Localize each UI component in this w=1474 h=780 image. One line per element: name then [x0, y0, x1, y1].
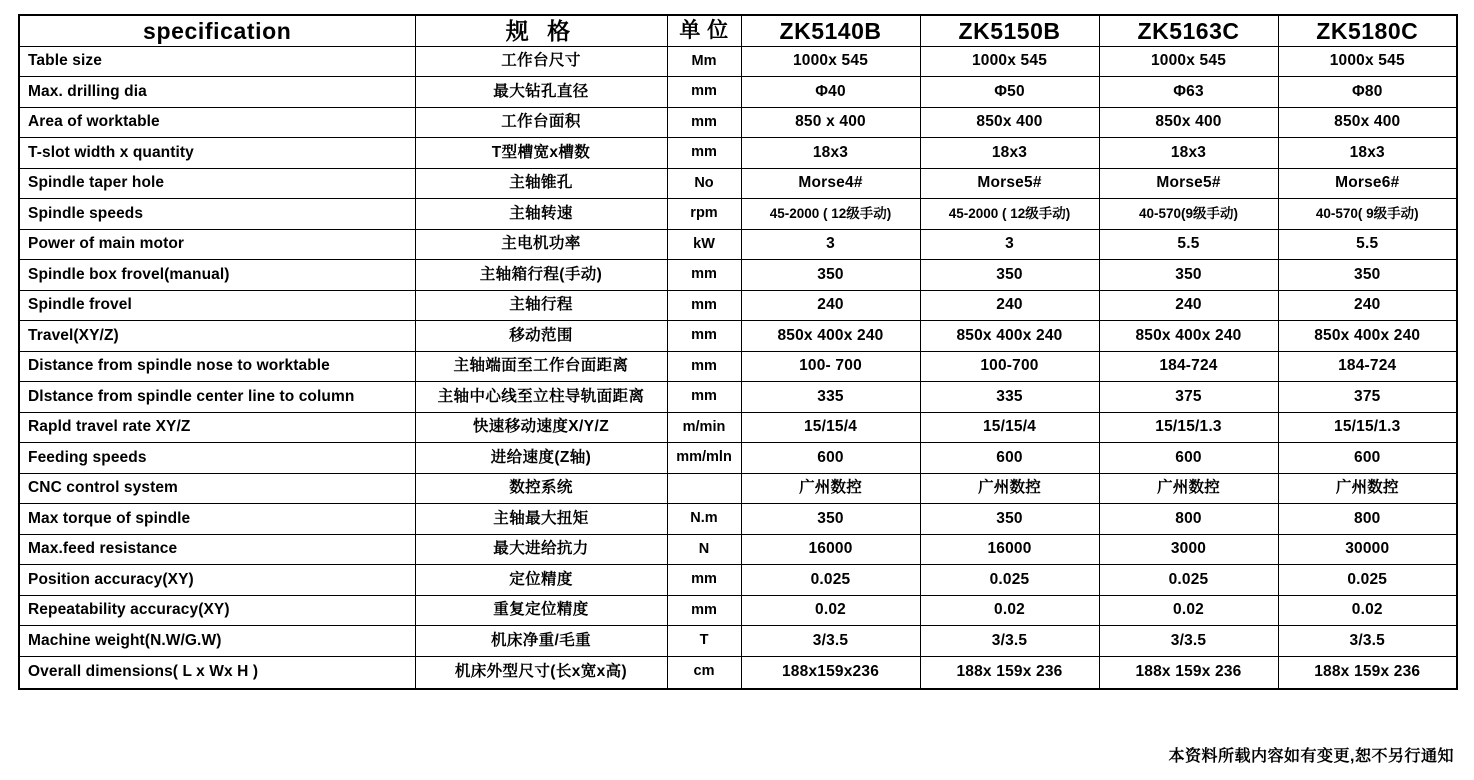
- cell-value-model-2: 350: [920, 504, 1099, 535]
- cell-specification-en: Spindle taper hole: [19, 168, 415, 199]
- table-row: [19, 382, 1457, 413]
- cell-value-model-2: 3: [920, 229, 1099, 260]
- cell-value-model-3: 1000x 545: [1099, 46, 1278, 77]
- cell-value-model-4: 3/3.5: [1278, 626, 1457, 657]
- column-header-specification-en: specification: [19, 15, 415, 46]
- cell-value-model-1: 600: [741, 443, 920, 474]
- cell-value-model-1: 0.025: [741, 565, 920, 596]
- cell-value-model-3: 375: [1099, 382, 1278, 413]
- cell-value-model-2: 600: [920, 443, 1099, 474]
- cell-unit: mm: [667, 382, 741, 413]
- cell-value-model-1: 350: [741, 260, 920, 291]
- cell-value-model-1: 100- 700: [741, 351, 920, 382]
- cell-value-model-3: Morse5#: [1099, 168, 1278, 199]
- cell-value-model-3: 18x3: [1099, 138, 1278, 169]
- cell-value-model-2: 45-2000 ( 12级手动): [920, 199, 1099, 230]
- cell-value-model-1: Φ40: [741, 77, 920, 108]
- cell-specification-en: Power of main motor: [19, 229, 415, 260]
- cell-specification-en: Overall dimensions( L x Wx H ): [19, 656, 415, 689]
- column-header-model-1: ZK5140B: [741, 15, 920, 46]
- column-header-unit: 单 位: [667, 15, 741, 46]
- cell-value-model-2: 15/15/4: [920, 412, 1099, 443]
- table-row: [19, 107, 1457, 138]
- cell-value-model-3: 240: [1099, 290, 1278, 321]
- cell-value-model-1: 3: [741, 229, 920, 260]
- cell-specification-cn: 主轴行程: [415, 290, 667, 321]
- table-row: [19, 199, 1457, 230]
- table-row: [19, 412, 1457, 443]
- cell-specification-cn: 数控系统: [415, 473, 667, 504]
- cell-specification-cn: 快速移动速度X/Y/Z: [415, 412, 667, 443]
- cell-unit: mm: [667, 351, 741, 382]
- cell-unit: cm: [667, 656, 741, 689]
- cell-specification-cn: 移动范围: [415, 321, 667, 352]
- cell-value-model-3: 5.5: [1099, 229, 1278, 260]
- cell-specification-en: Max torque of spindle: [19, 504, 415, 535]
- cell-specification-en: Feeding speeds: [19, 443, 415, 474]
- cell-specification-cn: 重复定位精度: [415, 595, 667, 626]
- cell-specification-cn: 机床外型尺寸(长x宽x高): [415, 656, 667, 689]
- cell-unit: kW: [667, 229, 741, 260]
- table-row: [19, 351, 1457, 382]
- table-row: [19, 504, 1457, 535]
- cell-value-model-4: 15/15/1.3: [1278, 412, 1457, 443]
- cell-value-model-2: 0.02: [920, 595, 1099, 626]
- cell-value-model-4: 广州数控: [1278, 473, 1457, 504]
- cell-value-model-3: 广州数控: [1099, 473, 1278, 504]
- cell-specification-en: Distance from spindle nose to worktable: [19, 351, 415, 382]
- cell-specification-cn: 主轴中心线至立柱导轨面距离: [415, 382, 667, 413]
- cell-value-model-2: Φ50: [920, 77, 1099, 108]
- cell-value-model-1: 188x159x236: [741, 656, 920, 689]
- cell-specification-en: Machine weight(N.W/G.W): [19, 626, 415, 657]
- cell-value-model-2: 850x 400: [920, 107, 1099, 138]
- cell-specification-en: CNC control system: [19, 473, 415, 504]
- cell-value-model-1: 1000x 545: [741, 46, 920, 77]
- cell-specification-en: Max. drilling dia: [19, 77, 415, 108]
- cell-specification-en: Area of worktable: [19, 107, 415, 138]
- table-row: [19, 46, 1457, 77]
- table-row: [19, 77, 1457, 108]
- cell-value-model-4: 0.02: [1278, 595, 1457, 626]
- cell-value-model-1: 335: [741, 382, 920, 413]
- cell-value-model-2: 16000: [920, 534, 1099, 565]
- cell-value-model-1: 240: [741, 290, 920, 321]
- table-row: [19, 443, 1457, 474]
- cell-value-model-3: 0.025: [1099, 565, 1278, 596]
- cell-specification-en: Max.feed resistance: [19, 534, 415, 565]
- specification-table: [18, 14, 1458, 690]
- cell-specification-en: Spindle speeds: [19, 199, 415, 230]
- cell-value-model-3: 3/3.5: [1099, 626, 1278, 657]
- cell-specification-en: Table size: [19, 46, 415, 77]
- cell-value-model-4: Morse6#: [1278, 168, 1457, 199]
- cell-value-model-3: 850x 400: [1099, 107, 1278, 138]
- cell-value-model-2: 1000x 545: [920, 46, 1099, 77]
- cell-value-model-2: 335: [920, 382, 1099, 413]
- cell-value-model-1: Morse4#: [741, 168, 920, 199]
- table-row: [19, 473, 1457, 504]
- cell-value-model-2: 350: [920, 260, 1099, 291]
- cell-unit: mm: [667, 77, 741, 108]
- cell-value-model-1: 3/3.5: [741, 626, 920, 657]
- cell-value-model-2: Morse5#: [920, 168, 1099, 199]
- cell-value-model-4: 850x 400x 240: [1278, 321, 1457, 352]
- cell-specification-cn: 主轴最大扭矩: [415, 504, 667, 535]
- cell-value-model-1: 350: [741, 504, 920, 535]
- cell-value-model-4: 600: [1278, 443, 1457, 474]
- table-row: [19, 260, 1457, 291]
- cell-value-model-2: 240: [920, 290, 1099, 321]
- cell-specification-cn: 定位精度: [415, 565, 667, 596]
- cell-specification-cn: 工作台面积: [415, 107, 667, 138]
- cell-unit: mm: [667, 595, 741, 626]
- cell-value-model-1: 45-2000 ( 12级手动): [741, 199, 920, 230]
- cell-specification-en: Spindle box frovel(manual): [19, 260, 415, 291]
- cell-unit: T: [667, 626, 741, 657]
- table-row: [19, 138, 1457, 169]
- cell-value-model-4: 240: [1278, 290, 1457, 321]
- cell-value-model-3: 40-570(9级手动): [1099, 199, 1278, 230]
- cell-value-model-1: 16000: [741, 534, 920, 565]
- cell-value-model-4: 1000x 545: [1278, 46, 1457, 77]
- cell-value-model-4: 850x 400: [1278, 107, 1457, 138]
- table-row: [19, 626, 1457, 657]
- table-body: [19, 46, 1457, 689]
- cell-value-model-3: 188x 159x 236: [1099, 656, 1278, 689]
- cell-value-model-4: 800: [1278, 504, 1457, 535]
- cell-specification-cn: 主轴转速: [415, 199, 667, 230]
- cell-value-model-4: 188x 159x 236: [1278, 656, 1457, 689]
- table-row: [19, 565, 1457, 596]
- cell-unit: N.m: [667, 504, 741, 535]
- cell-value-model-2: 850x 400x 240: [920, 321, 1099, 352]
- cell-value-model-4: Φ80: [1278, 77, 1457, 108]
- cell-unit: mm: [667, 290, 741, 321]
- cell-value-model-4: 0.025: [1278, 565, 1457, 596]
- column-header-model-2: ZK5150B: [920, 15, 1099, 46]
- cell-specification-cn: 最大进给抗力: [415, 534, 667, 565]
- cell-value-model-2: 188x 159x 236: [920, 656, 1099, 689]
- cell-value-model-4: 18x3: [1278, 138, 1457, 169]
- cell-specification-en: Travel(XY/Z): [19, 321, 415, 352]
- cell-unit: mm: [667, 321, 741, 352]
- table-row: [19, 656, 1457, 689]
- footnote: 本资料所载内容如有变更,恕不另行通知: [1168, 748, 1454, 765]
- table-row: [19, 534, 1457, 565]
- table-row: [19, 290, 1457, 321]
- cell-value-model-1: 18x3: [741, 138, 920, 169]
- cell-value-model-3: 350: [1099, 260, 1278, 291]
- column-header-specification-cn: 规 格: [415, 15, 667, 46]
- cell-value-model-3: 800: [1099, 504, 1278, 535]
- cell-value-model-4: 184-724: [1278, 351, 1457, 382]
- cell-specification-en: Position accuracy(XY): [19, 565, 415, 596]
- cell-value-model-3: 184-724: [1099, 351, 1278, 382]
- cell-specification-cn: 主轴锥孔: [415, 168, 667, 199]
- cell-value-model-4: 375: [1278, 382, 1457, 413]
- cell-unit: mm: [667, 565, 741, 596]
- table-row: [19, 321, 1457, 352]
- cell-unit: m/min: [667, 412, 741, 443]
- cell-value-model-3: Φ63: [1099, 77, 1278, 108]
- cell-unit: No: [667, 168, 741, 199]
- cell-value-model-2: 0.025: [920, 565, 1099, 596]
- column-header-model-4: ZK5180C: [1278, 15, 1457, 46]
- cell-unit: mm: [667, 138, 741, 169]
- cell-value-model-1: 850x 400x 240: [741, 321, 920, 352]
- cell-value-model-4: 5.5: [1278, 229, 1457, 260]
- cell-unit: mm: [667, 260, 741, 291]
- cell-value-model-3: 850x 400x 240: [1099, 321, 1278, 352]
- cell-unit: N: [667, 534, 741, 565]
- cell-specification-cn: 工作台尺寸: [415, 46, 667, 77]
- cell-specification-cn: 最大钻孔直径: [415, 77, 667, 108]
- cell-value-model-3: 0.02: [1099, 595, 1278, 626]
- cell-value-model-3: 3000: [1099, 534, 1278, 565]
- cell-unit: Mm: [667, 46, 741, 77]
- cell-specification-cn: 进给速度(Z轴): [415, 443, 667, 474]
- cell-unit: [667, 473, 741, 504]
- cell-value-model-4: 30000: [1278, 534, 1457, 565]
- cell-specification-en: Dlstance from spindle center line to column: [19, 382, 415, 413]
- cell-specification-cn: 机床净重/毛重: [415, 626, 667, 657]
- cell-value-model-2: 3/3.5: [920, 626, 1099, 657]
- cell-specification-cn: 主轴端面至工作台面距离: [415, 351, 667, 382]
- column-header-model-3: ZK5163C: [1099, 15, 1278, 46]
- cell-specification-en: T-slot width x quantity: [19, 138, 415, 169]
- cell-value-model-3: 15/15/1.3: [1099, 412, 1278, 443]
- cell-value-model-1: 15/15/4: [741, 412, 920, 443]
- table-row: [19, 229, 1457, 260]
- table-header: [19, 15, 1457, 46]
- cell-value-model-2: 18x3: [920, 138, 1099, 169]
- cell-specification-en: Rapld travel rate XY/Z: [19, 412, 415, 443]
- cell-specification-en: Spindle frovel: [19, 290, 415, 321]
- cell-unit: rpm: [667, 199, 741, 230]
- cell-unit: mm/mln: [667, 443, 741, 474]
- cell-value-model-2: 100-700: [920, 351, 1099, 382]
- cell-value-model-4: 350: [1278, 260, 1457, 291]
- cell-unit: mm: [667, 107, 741, 138]
- cell-value-model-3: 600: [1099, 443, 1278, 474]
- cell-value-model-1: 广州数控: [741, 473, 920, 504]
- cell-specification-cn: 主轴箱行程(手动): [415, 260, 667, 291]
- table-row: [19, 168, 1457, 199]
- cell-value-model-2: 广州数控: [920, 473, 1099, 504]
- cell-value-model-4: 40-570( 9级手动): [1278, 199, 1457, 230]
- header-row: [19, 15, 1457, 46]
- cell-specification-en: Repeatability accuracy(XY): [19, 595, 415, 626]
- cell-value-model-1: 850 x 400: [741, 107, 920, 138]
- table-row: [19, 595, 1457, 626]
- cell-specification-cn: 主电机功率: [415, 229, 667, 260]
- cell-specification-cn: T型槽宽x槽数: [415, 138, 667, 169]
- cell-value-model-1: 0.02: [741, 595, 920, 626]
